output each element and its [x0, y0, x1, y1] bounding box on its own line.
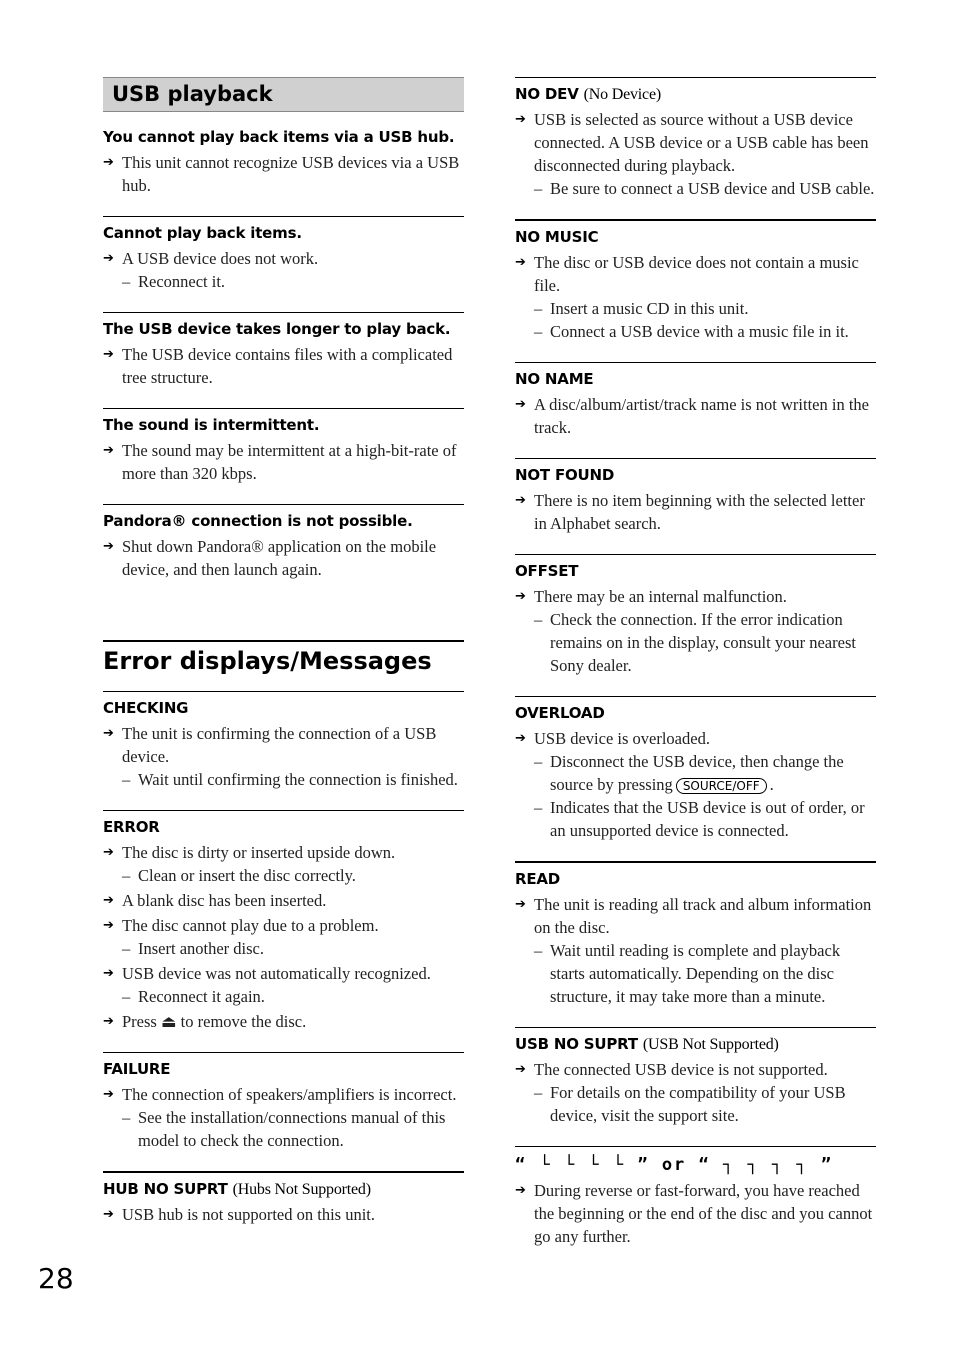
remedy-item: – Reconnect it again. [122, 987, 265, 1006]
block-heading: Cannot play back items. [103, 224, 302, 242]
cause-item: ➔ The disc or USB device does not contain a music file. [515, 253, 859, 295]
remedy-item: – For details on the compatibility of your USB device, visit the support site. [534, 1083, 846, 1125]
cause-item: ➔ A disc/album/artist/track name is not written in the track. [515, 395, 869, 437]
remedy-item: – Reconnect it. [122, 272, 226, 291]
arrow-icon: ➔ [103, 845, 114, 860]
page-number: 28 [38, 1262, 74, 1295]
error-code: OFFSET [515, 562, 579, 580]
error-code [515, 1152, 876, 1177]
error-block-overload [515, 696, 876, 861]
remedy-item: – Disconnect the USB device, then change the source by pressing SOURCE/OFF . [534, 752, 844, 794]
error-code: NO MUSIC [515, 228, 599, 246]
remedy-item: – Wait until confirming the connection is finished. [122, 770, 458, 789]
block-heading: The sound is intermittent. [103, 416, 320, 434]
arrow-icon: ➔ [103, 1014, 114, 1029]
arrow-icon: ➔ [103, 966, 114, 981]
cause-item: ➔ The unit is confirming the connection of a USB device. [103, 724, 437, 766]
troubleshoot-block [103, 408, 464, 504]
troubleshoot-block [103, 216, 464, 312]
remedy-item: – Check the connection. If the error indication remains on in the display, consult your nearest Sony dealer. [534, 610, 856, 675]
arrow-icon: ➔ [515, 255, 526, 270]
arrow-icon: ➔ [103, 1087, 114, 1102]
error-block-error [103, 810, 464, 1052]
error-block-no-name [515, 362, 876, 458]
cause-item: ➔ The USB device contains files with a complicated tree structure. [103, 345, 453, 387]
arrow-icon: ➔ [515, 493, 526, 508]
arrow-icon: ➔ [103, 1207, 114, 1222]
error-block-failure [103, 1052, 464, 1171]
remedy-item: – Connect a USB device with a music file in it. [534, 322, 849, 341]
source-off-button-label: SOURCE/OFF [676, 778, 767, 794]
arrow-icon: ➔ [103, 155, 114, 170]
arrow-icon: ➔ [103, 443, 114, 458]
remedy-item: – Insert another disc. [122, 939, 264, 958]
error-code: HUB NO SUPRT (Hubs Not Supported) [103, 1180, 371, 1198]
arrow-icon: ➔ [515, 112, 526, 127]
segment-display-symbols: “ └ └ └ └ ” or “ ┐ ┐ ┐ ┐ ” [515, 1155, 834, 1175]
error-block-usb-no-suprt [515, 1027, 876, 1146]
remedy-item: – Be sure to connect a USB device and USB cable. [534, 179, 875, 198]
block-heading: Pandora® connection is not possible. [103, 512, 413, 530]
arrow-icon: ➔ [103, 539, 114, 554]
cause-item: ➔ USB device is overloaded. [515, 729, 710, 748]
arrow-icon: ➔ [515, 731, 526, 746]
cause-item: ➔ USB is selected as source without a USB device connected. A USB device or a USB cable has been disconnected during playback. [515, 110, 869, 175]
error-code: NO NAME [515, 370, 594, 388]
cause-item: ➔ There may be an internal malfunction. [515, 587, 787, 606]
error-block-checking [103, 691, 464, 810]
remedy-item: – Indicates that the USB device is out of order, or an unsupported device is connected. [534, 798, 865, 840]
arrow-icon: ➔ [103, 347, 114, 362]
block-heading: The USB device takes longer to play back. [103, 320, 451, 338]
cause-item: ➔ A USB device does not work. [103, 249, 319, 268]
troubleshoot-block [103, 504, 464, 600]
cause-item: ➔ During reverse or fast-forward, you have reached the beginning or the end of the disc and you cannot go any further. [515, 1181, 873, 1246]
error-block-not-found [515, 458, 876, 554]
error-code: CHECKING [103, 699, 189, 717]
cause-item: ➔ Press ⏏ to remove the disc. [103, 1012, 307, 1031]
cause-item: ➔ The unit is reading all track and album information on the disc. [515, 895, 872, 937]
troubleshoot-block [103, 121, 464, 216]
arrow-icon: ➔ [515, 1183, 526, 1198]
usb-playback-title: USB playback [103, 77, 464, 112]
remedy-item: – Wait until reading is complete and playback starts automatically. Depending on the disc structure, it may take more than a minute. [534, 941, 841, 1006]
cause-item: ➔ USB device was not automatically recognized. [103, 964, 431, 983]
arrow-icon: ➔ [515, 897, 526, 912]
error-block-hub-no-suprt [103, 1171, 464, 1245]
cause-item: ➔ This unit cannot recognize USB devices via a USB hub. [103, 153, 460, 195]
arrow-icon: ➔ [103, 893, 114, 908]
cause-item: ➔ The sound may be intermittent at a high-bit-rate of more than 320 kbps. [103, 441, 457, 483]
error-code: FAILURE [103, 1060, 171, 1078]
left-column [103, 77, 464, 1245]
error-code: NO DEV (No Device) [515, 85, 661, 103]
cause-item: ➔ There is no item beginning with the selected letter in Alphabet search. [515, 491, 865, 533]
remedy-item: – Clean or insert the disc correctly. [122, 866, 356, 885]
right-column [515, 77, 876, 1267]
arrow-icon: ➔ [515, 397, 526, 412]
error-block-no-dev [515, 77, 876, 219]
cause-item: ➔ A blank disc has been inserted. [103, 891, 327, 910]
error-block-read [515, 861, 876, 1027]
troubleshoot-block [103, 312, 464, 408]
arrow-icon: ➔ [103, 251, 114, 266]
remedy-item: – Insert a music CD in this unit. [534, 299, 749, 318]
block-heading: You cannot play back items via a USB hub. [103, 128, 455, 146]
error-code: ERROR [103, 818, 160, 836]
error-code: READ [515, 870, 561, 888]
error-block-no-music [515, 219, 876, 362]
cause-item: ➔ USB hub is not supported on this unit. [103, 1205, 376, 1224]
remedy-item: – See the installation/connections manual of this model to check the connection. [122, 1108, 446, 1150]
error-code: NOT FOUND [515, 466, 615, 484]
arrow-icon: ➔ [103, 918, 114, 933]
cause-item: ➔ Shut down Pandora® application on the mobile device, and then launch again. [103, 537, 437, 579]
error-block-offset [515, 554, 876, 696]
cause-item: ➔ The connection of speakers/amplifiers is incorrect. [103, 1085, 457, 1104]
arrow-icon: ➔ [515, 589, 526, 604]
cause-item: ➔ The disc cannot play due to a problem. [103, 916, 379, 935]
error-code: OVERLOAD [515, 704, 605, 722]
arrow-icon: ➔ [515, 1062, 526, 1077]
error-code: USB NO SUPRT (USB Not Supported) [515, 1035, 779, 1053]
cause-item: ➔ The disc is dirty or inserted upside down. [103, 843, 396, 862]
arrow-icon: ➔ [103, 726, 114, 741]
error-displays-title: Error displays/Messages [103, 640, 464, 677]
error-block-segment-symbols [515, 1146, 876, 1267]
cause-item: ➔ The connected USB device is not supported. [515, 1060, 828, 1079]
